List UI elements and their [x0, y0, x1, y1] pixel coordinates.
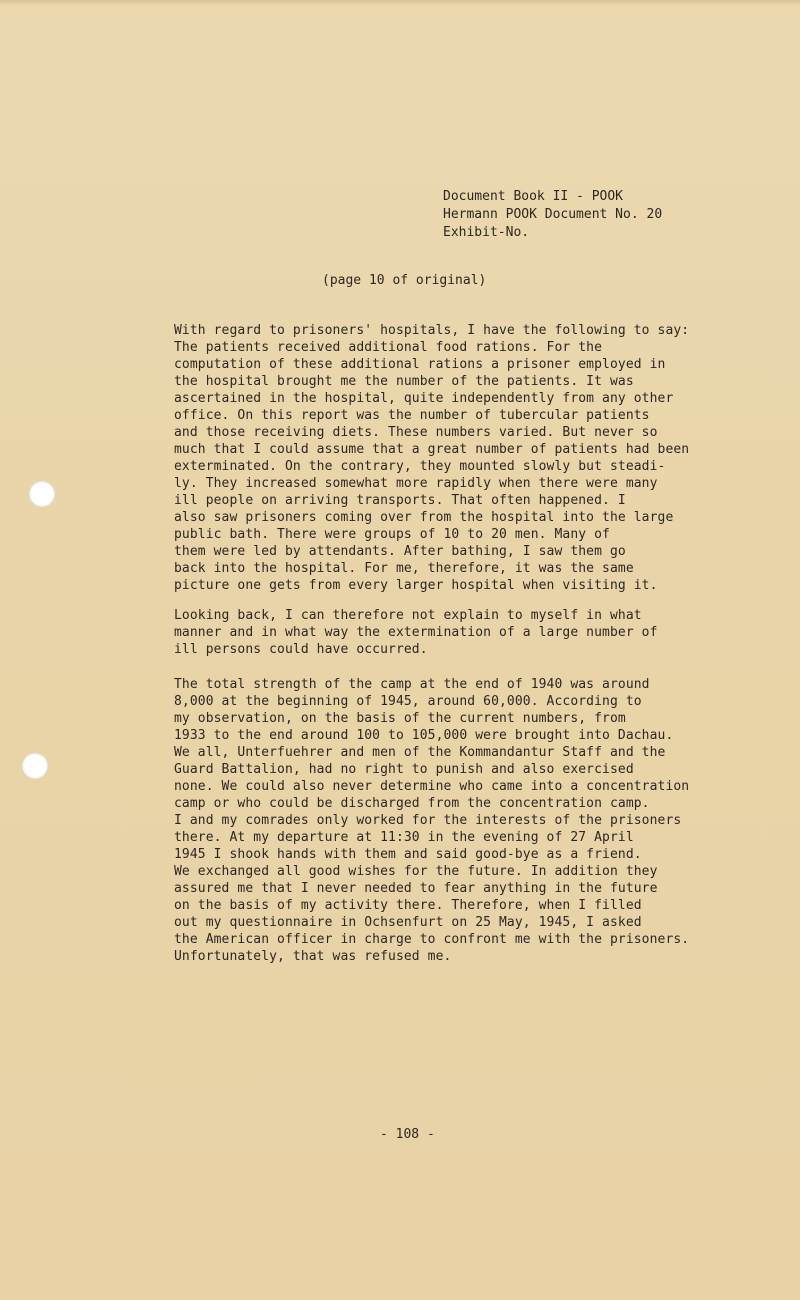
document-header	[443, 188, 662, 242]
text-line: ill persons could have occurred.	[174, 642, 428, 657]
text-line: ascertained in the hospital, quite independently from any other	[174, 391, 674, 406]
page-top-edge	[0, 0, 800, 6]
text-line: picture one gets from every larger hospital when visiting it.	[174, 578, 658, 593]
text-line: computation of these additional rations a prisoner employed in	[174, 357, 666, 372]
text-line: The total strength of the camp at the end of 1940 was around	[174, 677, 650, 692]
text-line: ill people on arriving transports. That often happened. I	[174, 493, 626, 508]
text-line: We all, Unterfuehrer and men of the Kommandantur Staff and the	[174, 745, 666, 760]
header-line: Document Book II - POOK	[443, 189, 624, 204]
punch-hole	[22, 753, 48, 779]
text-line: public bath. There were groups of 10 to 20 men. Many of	[174, 527, 610, 542]
text-line: much that I could assume that a great number of patients had been	[174, 442, 690, 457]
text-line: none. We could also never determine who came into a concentration	[174, 779, 690, 794]
text-line: back into the hospital. For me, therefore, it was the same	[174, 561, 634, 576]
header-line: Exhibit-No.	[443, 225, 530, 240]
text-line: I and my comrades only worked for the interests of the prisoners	[174, 813, 682, 828]
text-line: office. On this report was the number of tubercular patients	[174, 408, 650, 423]
text-line: With regard to prisoners' hospitals, I have the following to say:	[174, 323, 690, 338]
paragraph-looking-back	[174, 607, 774, 658]
text-line: the hospital brought me the number of the patients. It was	[174, 374, 634, 389]
text-line: Guard Battalion, had no right to punish and also exercised	[174, 762, 634, 777]
text-line: We exchanged all good wishes for the future. In addition they	[174, 864, 658, 879]
header-line: Hermann POOK Document No. 20	[443, 207, 663, 222]
text-line: there. At my departure at 11:30 in the evening of 27 April	[174, 830, 634, 845]
text-line: my observation, on the basis of the current numbers, from	[174, 711, 626, 726]
punch-hole	[29, 481, 55, 507]
text-line: them were led by attendants. After bathing, I saw them go	[174, 544, 626, 559]
text-line: ly. They increased somewhat more rapidly when there were many	[174, 476, 658, 491]
text-line: Unfortunately, that was refused me.	[174, 949, 452, 964]
text-line: 1933 to the end around 100 to 105,000 were brought into Dachau.	[174, 728, 674, 743]
paragraph-hospitals	[174, 322, 774, 594]
text-line: assured me that I never needed to fear anything in the future	[174, 881, 658, 896]
text-line: Looking back, I can therefore not explain to myself in what	[174, 608, 642, 623]
paragraph-camp-strength	[174, 676, 774, 965]
text-line: on the basis of my activity there. Therefore, when I filled	[174, 898, 642, 913]
text-line: and those receiving diets. These numbers varied. But never so	[174, 425, 658, 440]
text-line: out my questionnaire in Ochsenfurt on 25 May, 1945, I asked	[174, 915, 642, 930]
text-line: 1945 I shook hands with them and said good-bye as a friend.	[174, 847, 642, 862]
page-reference: (page 10 of original)	[322, 273, 487, 288]
page-number: - 108 -	[380, 1127, 435, 1142]
text-line: exterminated. On the contrary, they mounted slowly but steadi-	[174, 459, 666, 474]
text-line: The patients received additional food rations. For the	[174, 340, 603, 355]
text-line: manner and in what way the extermination of a large number of	[174, 625, 658, 640]
text-line: the American officer in charge to confront me with the prisoners.	[174, 932, 690, 947]
text-line: also saw prisoners coming over from the hospital into the large	[174, 510, 674, 525]
text-line: 8,000 at the beginning of 1945, around 60,000. According to	[174, 694, 642, 709]
text-line: camp or who could be discharged from the concentration camp.	[174, 796, 650, 811]
